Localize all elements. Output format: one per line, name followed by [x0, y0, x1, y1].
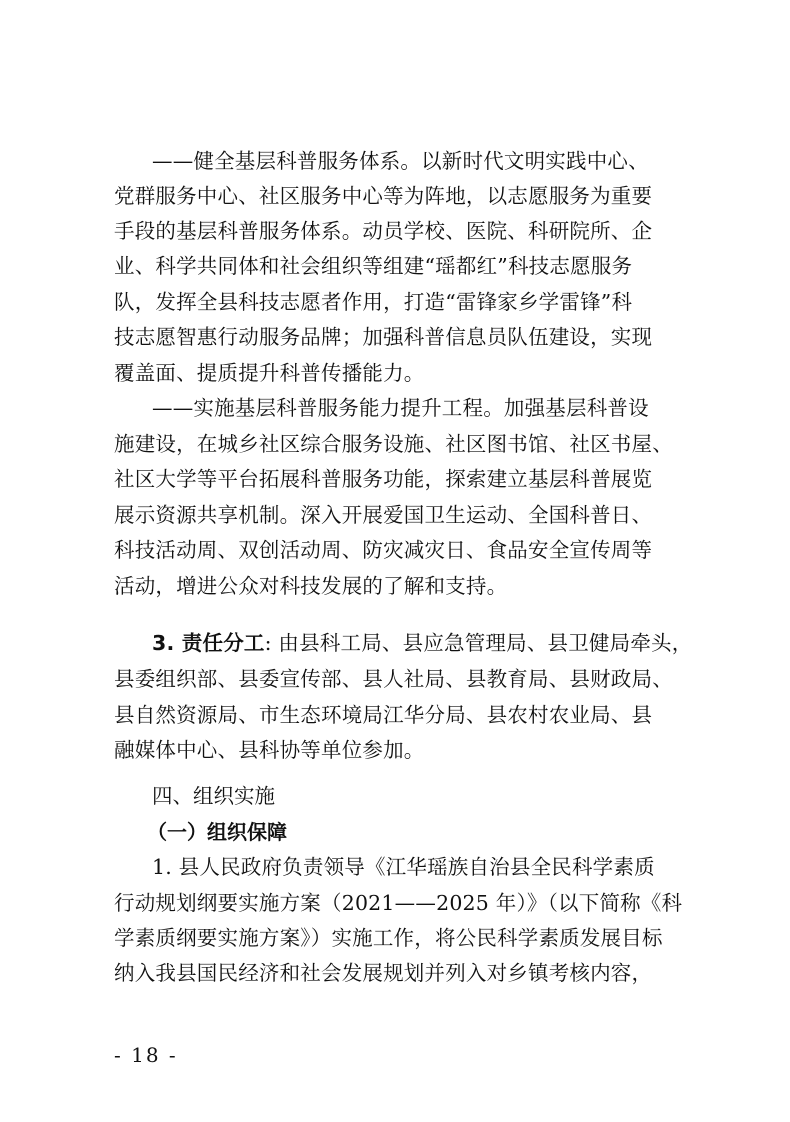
final-paragraph-line-3: 学素质纲要实施方案》）实施工作，将公民科学素质发展目标: [114, 926, 663, 950]
responsibility-line-1-text: : 由县科工局、县应急管理局、县卫健局牵头，: [264, 631, 693, 655]
paragraph-1-line-4: 业、科学共同体和社会组织等组建“瑶都红”科技志愿服务: [114, 254, 633, 278]
final-paragraph-line-1: 1. 县人民政府负责领导《江华瑶族自治县全民科学素质: [152, 855, 655, 879]
paragraph-1-line-3: 手段的基层科普服务体系。动员学校、医院、科研院所、企: [114, 219, 653, 243]
section-heading: 四、组织实施: [152, 784, 275, 808]
paragraph-2-line-1: ——实施基层科普服务能力提升工程。加强基层科普设: [152, 396, 649, 420]
responsibility-line-1: [152, 628, 718, 658]
paragraph-1-line-6: 技志愿智惠行动服务品牌；加强科普信息员队伍建设，实现: [114, 325, 653, 349]
responsibility-label: 3. 责任分工: [152, 631, 265, 655]
final-paragraph-line-2: 行动规划纲要实施方案（2021——2025 年）》（以下简称《科: [114, 891, 683, 915]
responsibility-line-4: 融媒体中心、县科协等单位参加。: [114, 738, 425, 762]
paragraph-1-line-1: ——健全基层科普服务体系。以新时代文明实践中心、: [152, 149, 649, 173]
paragraph-1-line-5: 队，发挥全县科技志愿者作用，打造“雷锋家乡学雷锋”科: [114, 290, 633, 314]
paragraph-2-line-5: 科技活动周、双创活动周、防灾减灾日、食品安全宣传周等: [114, 538, 653, 562]
subsection-heading: （一）组织保障: [147, 820, 287, 844]
page-number: - 18 -: [114, 1043, 178, 1067]
paragraph-2-line-3: 社区大学等平台拓展科普服务功能，探索建立基层科普展览: [114, 467, 653, 491]
paragraph-2-line-4: 展示资源共享机制。深入开展爱国卫生运动、全国科普日、: [114, 503, 653, 527]
paragraph-2-line-2: 施建设，在城乡社区综合服务设施、社区图书馆、社区书屋、: [114, 432, 673, 456]
final-paragraph-line-4: 纳入我县国民经济和社会发展规划并列入对乡镇考核内容，: [114, 961, 653, 985]
paragraph-1-line-2: 党群服务中心、社区服务中心等为阵地，以志愿服务为重要: [114, 184, 653, 208]
paragraph-1-line-7: 覆盖面、提质提升科普传播能力。: [114, 361, 425, 385]
responsibility-line-3: 县自然资源局、市生态环境局江华分局、县农村农业局、县: [114, 703, 653, 727]
responsibility-line-2: 县委组织部、县委宣传部、县人社局、县教育局、县财政局、: [114, 667, 673, 691]
paragraph-2-line-6: 活动，增进公众对科技发展的了解和支持。: [114, 574, 508, 598]
